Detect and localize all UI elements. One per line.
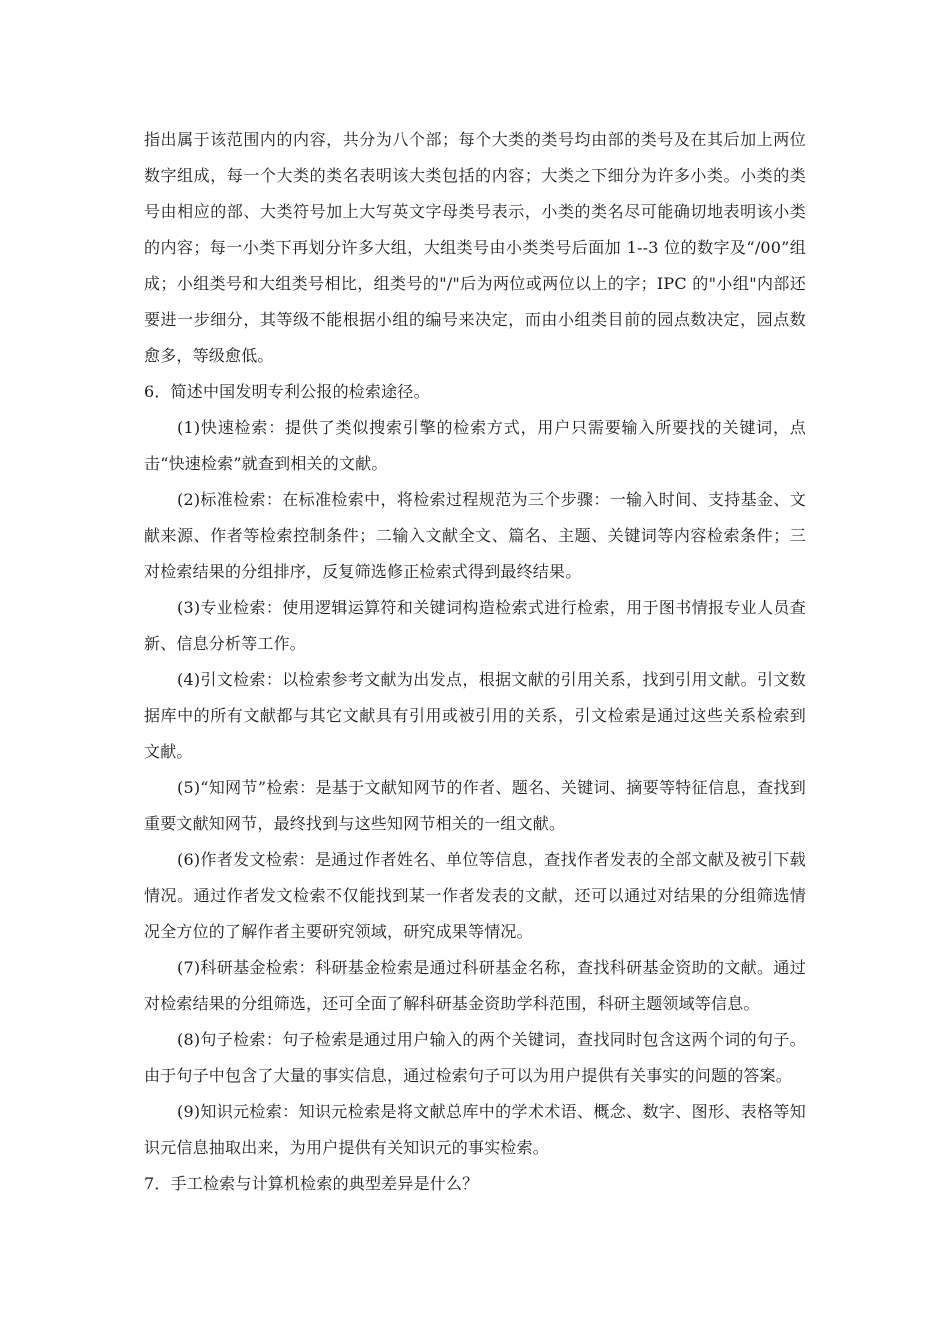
answer-item-5-knowledge-node-search: (5)“知网节”检索：是基于文献知网节的作者、题名、关键词、摘要等特征信息，查找到重要文献知网节，最终找到与这些知网节相关的一组文献。 [144, 778, 806, 833]
answer-item-3-professional-search: (3)专业检索：使用逻辑运算符和关键词构造检索式进行检索，用于图书情报专业人员查新、信息分析等工作。 [144, 598, 806, 653]
answer-item-8-sentence-search: (8)句子检索：句子检索是通过用户输入的两个关键词，查找同时包含这两个词的句子。由于句子中包含了大量的事实信息，通过检索句子可以为用户提供有关事实的问题的答案。 [144, 1030, 806, 1085]
paragraph-ipc-continuation: 指出属于该范围内的内容，共分为八个部；每个大类的类号均由部的类号及在其后加上两位数字组成，每一个大类的类名表明该大类包括的内容；大类之下细分为许多小类。小类的类号由相应的部、大类符号加上大写英文字母类号表示，小类的类名尽可能确切地表明该小类的内容；每一小类下再划分许多大组，大组类号由小类类号后面加 1--3 位的数字及“/00”组成；小组类号和大组类号相比，组类号的"/"后为两位或两位以上的字；IPC 的"小组"内部还要进一步细分，其等级不能根据小组的编号来决定，而由小组类目前的园点数决定，园点数愈多，等级愈低。 [144, 130, 806, 365]
answer-item-2-standard-search: (2)标准检索：在标准检索中，将检索过程规范为三个步骤：一输入时间、支持基金、文献来源、作者等检索控制条件；二输入文献全文、篇名、主题、关键词等内容检索条件；三对检索结果的分组排序，反复筛选修正检索式得到最终结果。 [144, 490, 806, 581]
question-heading-7: 7．手工检索与计算机检索的典型差异是什么？ [144, 1174, 479, 1193]
answer-item-9-knowledge-element-search: (9)知识元检索：知识元检索是将文献总库中的学术术语、概念、数字、图形、表格等知识元信息抽取出来，为用户提供有关知识元的事实检索。 [144, 1102, 806, 1157]
question-heading-6: 6．简述中国发明专利公报的检索途径。 [144, 382, 430, 401]
answer-item-4-citation-search: (4)引文检索：以检索参考文献为出发点，根据文献的引用关系，找到引用文献。引文数据库中的所有文献都与其它文献具有引用或被引用的关系，引文检索是通过这些关系检索到文献。 [144, 670, 806, 761]
document-body [144, 122, 806, 1202]
answer-item-6-author-search: (6)作者发文检索：是通过作者姓名、单位等信息，查找作者发表的全部文献及被引下载情况。通过作者发文检索不仅能找到某一作者发表的文献，还可以通过对结果的分组筛选情况全方位的了解作者主要研究领域，研究成果等情况。 [144, 850, 806, 941]
answer-item-1-quick-search: (1)快速检索：提供了类似搜索引擎的检索方式，用户只需要输入所要找的关键词，点击“快速检索”就查到相关的文献。 [144, 418, 806, 473]
answer-item-7-fund-search: (7)科研基金检索：科研基金检索是通过科研基金名称，查找科研基金资助的文献。通过对检索结果的分组筛选，还可全面了解科研基金资助学科范围，科研主题领域等信息。 [144, 958, 806, 1013]
